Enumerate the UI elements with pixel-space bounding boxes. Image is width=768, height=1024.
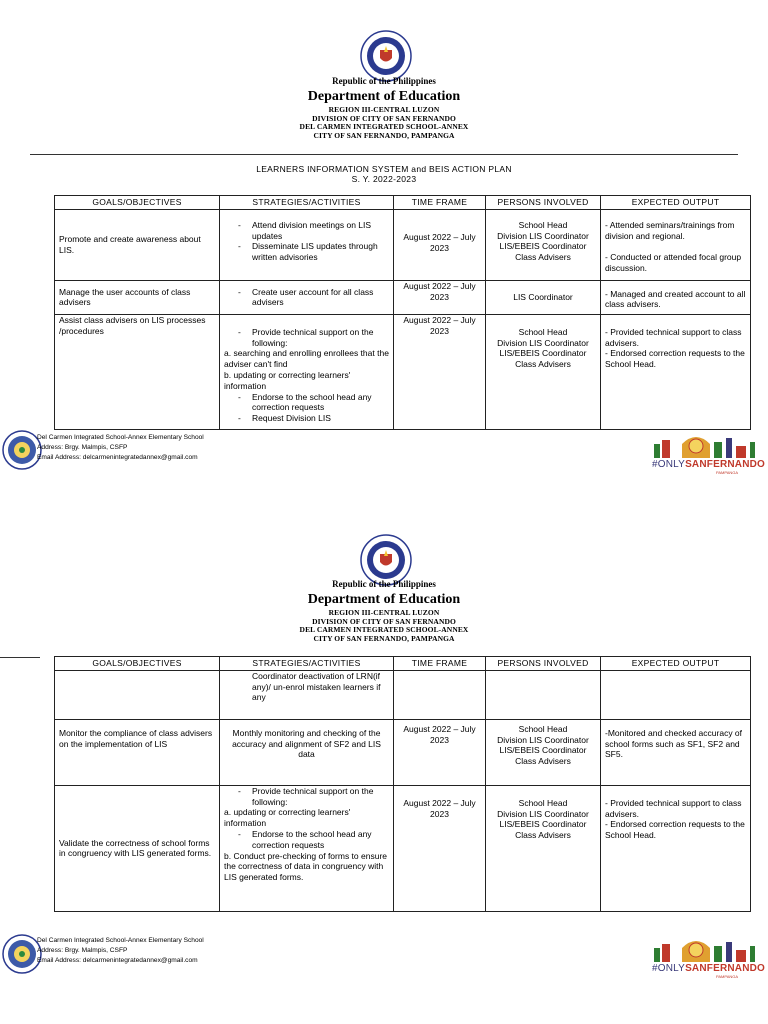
strategy-cell: Coordinator deactivation of LRN(if any)/ un-enrol mistaken learners if any [220,670,394,719]
output-cell [601,314,751,429]
table-row [55,209,751,280]
department-title: Department of Education [307,89,461,104]
footer-address: Address: Brgy. Malmpis, CSFP [37,947,128,954]
persons-cell [486,719,601,785]
strategy-item: - Provide technical support on the following: [224,327,389,349]
strategy-item: - Endorse to the school head any correction requests [224,392,389,414]
brand-hashtag [652,963,766,974]
output-item: - Endorsed correction requests to the School Head. [605,348,745,370]
school-logo-icon [2,934,42,974]
col-goals: GOALS/OBJECTIVES [55,196,220,210]
goal-cell: Promote and create awareness about LIS. [55,209,220,280]
persons-cell [486,785,601,911]
footer-school: Del Carmen Integrated School-Annex Elementary School [37,434,204,441]
person: Class Advisers [515,756,571,767]
time-cell: August 2022 – July 2023 [394,785,486,911]
plan-title: LEARNERS INFORMATION SYSTEM and BEIS ACTION PLAN [256,164,512,174]
person: LIS/EBEIS Coordinator [499,348,587,359]
region-label: REGION III-CENTRAL LUZON [328,105,440,114]
col-persons: PERSONS INVOLVED [486,196,601,210]
person: School Head [518,797,568,808]
action-plan-table [54,656,751,912]
school-label: DEL CARMEN INTEGRATED SCHOOL-ANNEX [299,122,469,131]
division-label: DIVISION OF CITY OF SAN FERNANDO [312,113,456,123]
output-item: - Provided technical support to class advisers. [605,797,742,819]
goal-cell: Assist class advisers on LIS processes /procedures [55,314,220,429]
goal-cell: Manage the user accounts of class advisers [55,280,220,314]
brand-hashtag [652,459,766,470]
col-strategies: STRATEGIES/ACTIVITIES [220,196,394,210]
strategy-cell [220,280,394,314]
strategy-item: - Attend division meetings on LIS updates [224,220,389,242]
strategy-subitem: a. updating or correcting learners' information [224,807,351,829]
table-row [55,785,751,911]
col-strategies: STRATEGIES/ACTIVITIES [220,657,394,671]
time-cell: August 2022 – July 2023 [394,719,486,785]
col-output: EXPECTED OUTPUT [601,657,751,671]
strategy-item: - Request Division LIS [224,413,389,424]
person: School Head [518,723,568,734]
col-goals: GOALS/OBJECTIVES [55,657,220,671]
region-label: REGION III-CENTRAL LUZON [328,608,440,617]
city-label: CITY OF SAN FERNANDO, PAMPANGA [313,130,455,140]
table-header-row [55,657,751,671]
output-cell [601,670,751,719]
output-cell: -Monitored and checked accuracy of school forms such as SF1, SF2 and SF5. [601,719,751,785]
school-logo-icon [2,430,42,470]
goal-cell: Monitor the compliance of class advisers on the implementation of LIS [55,719,220,785]
output-item: - Conducted or attended focal group discussion. [605,252,742,274]
strategy-item: - Disseminate LIS updates through written advisories [224,241,389,263]
header-divider [0,657,40,658]
output-item: - Attended seminars/trainings from division and regional. [605,219,735,241]
strategy-cell [220,209,394,280]
school-label: DEL CARMEN INTEGRATED SCHOOL-ANNEX [299,625,469,634]
strategy-cell [220,314,394,429]
person: Division LIS Coordinator [497,337,589,348]
time-cell: August 2022 – July 2023 [394,314,486,429]
person: Class Advisers [515,359,571,370]
output-cell: - Managed and created account to all class advisers. [601,280,751,314]
col-time: TIME FRAME [394,657,486,671]
strategy-item: - Endorse to the school head any correction requests [224,829,389,851]
goal-cell: Validate the correctness of school forms in congruency with LIS generated forms. [55,785,220,911]
brand-prefix: #ONLY [652,963,686,974]
header-divider [30,154,738,155]
person: Division LIS Coordinator [497,734,589,745]
republic-label: Republic of the Philippines [332,579,436,589]
col-persons: PERSONS INVOLVED [486,657,601,671]
time-cell: August 2022 – July 2023 [394,209,486,280]
footer-address: Address: Brgy. Malmpis, CSFP [37,444,128,451]
action-plan-table [54,195,751,430]
persons-cell [486,670,601,719]
strategy-subitem: b. updating or correcting learners' information [224,369,351,391]
col-time: TIME FRAME [394,196,486,210]
persons-cell [486,314,601,429]
footer-email: Email Address: delcarmenintegratedannex@gmail.com [37,454,198,461]
deped-seal-icon [360,30,412,82]
output-cell [601,785,751,911]
goal-cell [55,670,220,719]
person: LIS/EBEIS Coordinator [499,241,587,252]
school-year: S. Y. 2022-2023 [351,174,417,184]
division-label: DIVISION OF CITY OF SAN FERNANDO [312,616,456,626]
strategy-subitem: b. Conduct pre-checking of forms to ensure the correctness of data in congruency with LIS generated forms. [224,850,387,883]
table-row [55,670,751,719]
person: LIS/EBEIS Coordinator [499,745,587,756]
person: Class Advisers [515,830,571,841]
strategy-subitem: a. searching and enrolling enrollees that the adviser can't find [224,348,389,370]
strategy-item: - Provide technical support on the following: [224,786,389,808]
table-row [55,314,751,429]
person: LIS/EBEIS Coordinator [499,819,587,830]
col-output: EXPECTED OUTPUT [601,196,751,210]
persons-cell: LIS Coordinator [486,280,601,314]
strategy-cell [220,785,394,911]
time-cell: August 2022 – July 2023 [394,280,486,314]
brand-sub: PAMPANGA [716,470,739,475]
footer-email: Email Address: delcarmenintegratedannex@gmail.com [37,957,198,964]
person: School Head [518,219,568,230]
persons-cell [486,209,601,280]
brand-name: SANFERNANDO [685,459,766,470]
table-header-row [55,196,751,210]
republic-label: Republic of the Philippines [332,76,436,86]
person: Class Advisers [515,252,571,263]
brand-prefix: #ONLY [652,459,686,470]
footer-school: Del Carmen Integrated School-Annex Elementary School [37,937,204,944]
output-cell [601,209,751,280]
person: School Head [518,326,568,337]
strategy-item: - Create user account for all class advisers [224,287,389,309]
table-row [55,719,751,785]
table-row [55,280,751,314]
city-label: CITY OF SAN FERNANDO, PAMPANGA [313,633,455,643]
person: Division LIS Coordinator [497,808,589,819]
brand-name: SANFERNANDO [685,963,766,974]
output-item: - Provided technical support to class advisers. [605,326,742,348]
time-cell [394,670,486,719]
brand-sub: PAMPANGA [716,974,739,979]
department-title: Department of Education [307,592,461,607]
output-item: - Endorsed correction requests to the School Head. [605,819,745,841]
person: Division LIS Coordinator [497,230,589,241]
strategy-cell: Monthly monitoring and checking of the accuracy and alignment of SF2 and LIS data [220,719,394,785]
